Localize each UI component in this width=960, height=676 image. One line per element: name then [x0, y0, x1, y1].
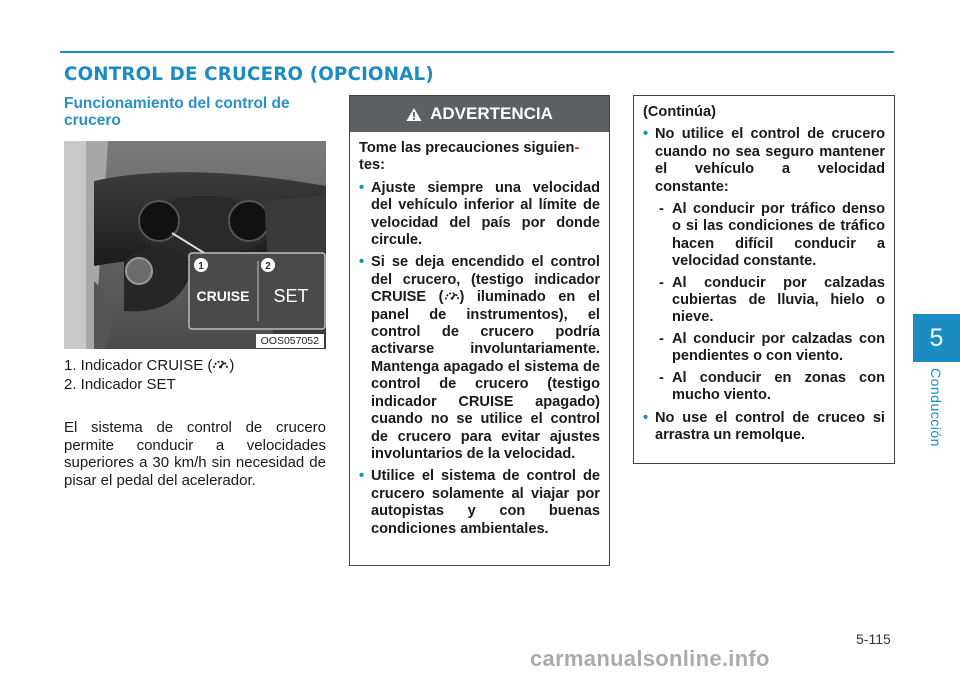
hyphen-mark: -	[574, 140, 580, 156]
warning-title: ADVERTENCIA	[430, 104, 553, 123]
warning-bullet-highways: • Utilice el sistema de control de crucero solamente al viajar por autopistas y con buenas condiciones ambientales.	[359, 468, 600, 538]
condition-list	[643, 201, 885, 404]
section-title: CONTROL DE CRUCERO (OPCIONAL)	[64, 63, 434, 85]
warning-header	[350, 96, 609, 132]
cruise-gauge-icon	[444, 289, 460, 304]
warning-intro	[359, 140, 600, 175]
cruise-indicator-label: CRUISE	[196, 288, 250, 304]
dashboard-illustration	[64, 141, 326, 349]
warning-box	[349, 95, 610, 566]
chapter-name: Conducción	[928, 368, 944, 447]
condition-item: - Al conducir por calzadas con pendientes o con viento.	[643, 331, 885, 366]
set-indicator-label: SET	[273, 286, 309, 306]
warning-bullet-cruise-on	[359, 254, 600, 463]
page-number: 5-115	[856, 631, 891, 647]
warning-list	[359, 180, 600, 538]
cruise-description: El sistema de control de crucero permite conducir a velocidades superiores a 30 km/h sin necesidad de pisar el pedal del acelerador.	[64, 419, 326, 490]
warning-bullet2-part2: ) iluminado en el panel de instrumentos), el control de crucero podría activarse involuntariamente. Mantenga apagado el sistema de control de crucero (testigo indicador CRUISE apagado) cuando no se utilice el control de crucero para evitar ajustes involuntarios de la velocidad.	[371, 289, 601, 462]
warning-bullet2-part1: Si se deja encendido el control del crucero, (testigo indicador CRUISE (	[371, 254, 600, 306]
continuation-box	[633, 95, 895, 464]
indicator-list	[64, 357, 326, 394]
figure-code: OOS057052	[256, 334, 324, 348]
continuation-heading: (Continúa)	[643, 104, 716, 120]
warning-bullet-speed: • Ajuste siempre una velocidad del vehículo inferior al límite de velocidad del país por donde circule.	[359, 180, 600, 250]
marker-2-label: 2	[265, 261, 271, 272]
indicator-item-set: 2. Indicador SET	[64, 375, 176, 393]
continuation-bullet1-text: No utilice el control de crucero cuando no sea seguro mantener el vehículo a velocidad constante:	[655, 126, 885, 195]
indicator-item-cruise	[64, 357, 326, 376]
chapter-number-tab: 5	[913, 314, 960, 362]
condition-item: - Al conducir por tráfico denso o si las condiciones de tráfico hacen difícil conducir a velocidad constante.	[643, 201, 885, 271]
sub-heading: Funcionamiento del control de crucero	[64, 95, 290, 129]
watermark: carmanualsonline.info	[530, 646, 770, 671]
warning-intro-part1: Tome las precauciones siguien	[359, 140, 575, 156]
warning-intro-part2: tes:	[359, 157, 385, 174]
continuation-list	[643, 126, 885, 444]
condition-item: - Al conducir por calzadas cubiertas de lluvia, hielo o nieve.	[643, 275, 885, 327]
warning-triangle-icon	[406, 107, 422, 122]
indicator-cruise-suffix: )	[229, 357, 235, 374]
warning-content	[350, 132, 609, 538]
cruise-gauge-icon	[212, 357, 229, 373]
top-rule	[60, 51, 894, 53]
marker-1-label: 1	[198, 261, 204, 272]
condition-item: - Al conducir en zonas con mucho viento.	[643, 370, 885, 405]
continuation-bullet-unsafe	[643, 126, 885, 404]
continuation-bullet-trailer: • No use el control de cruceo si arrastra un remolque.	[643, 410, 885, 445]
indicator-cruise-text: 1. Indicador CRUISE (	[64, 357, 213, 374]
cruise-indicator-figure	[64, 141, 326, 349]
